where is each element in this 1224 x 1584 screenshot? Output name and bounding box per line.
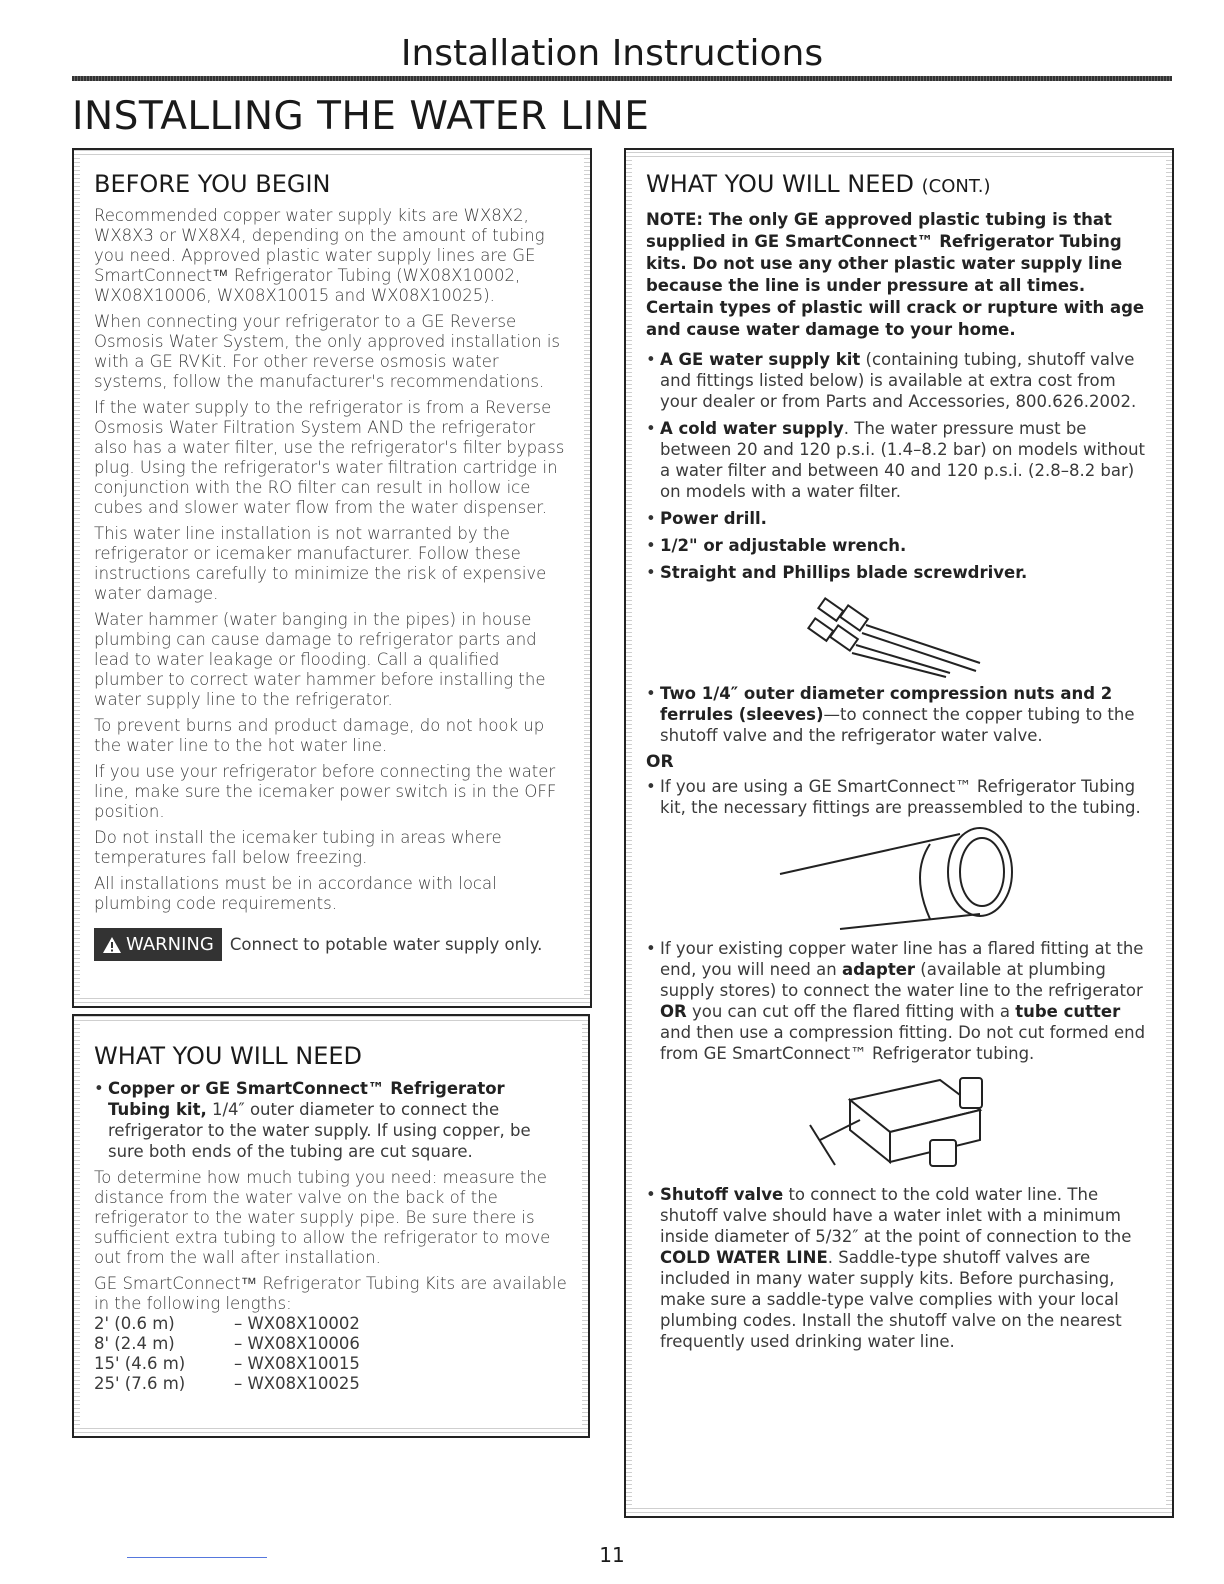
plastic-tubing-note: NOTE: The only GE approved plastic tubing is that supplied in GE SmartConnect™ Refrigerator Tubing kits. Do not use any other plastic water supply line because the line is under pressure at all times. Certain types of plastic will crack or rupture with age and cause water damage to your home. xyxy=(646,210,1145,339)
cont-title: WHAT YOU WILL NEED (CONT.) xyxy=(646,170,991,198)
flared-tube-illustration xyxy=(760,824,1040,934)
before-you-begin-title: BEFORE YOU BEGIN xyxy=(94,170,331,198)
list-item: • 1/2" or adjustable wrench. xyxy=(646,535,1154,556)
table-row: 25' (7.6 m) – WX08X10025 xyxy=(94,1374,360,1393)
what-you-need-box xyxy=(72,1014,590,1438)
warning-triangle-icon xyxy=(102,936,122,954)
header-rule xyxy=(72,76,1172,81)
warning-badge xyxy=(94,928,222,961)
compression-nut-tubing-illustration xyxy=(800,589,1000,679)
table-row: 2' (0.6 m) – WX08X10002 xyxy=(94,1314,360,1333)
paragraph: GE SmartConnect™ Refrigerator Tubing Kits are available in the following lengths: xyxy=(94,1274,567,1313)
paragraph: All installations must be in accordance with local plumbing code requirements. xyxy=(94,874,497,913)
paragraph: Do not install the icemaker tubing in areas where temperatures fall below freezing. xyxy=(94,828,502,867)
section-title: Installation Instructions xyxy=(400,33,824,74)
list-item: • Straight and Phillips blade screwdriver. xyxy=(646,562,1154,583)
warning-text: Connect to potable water supply only. xyxy=(229,935,543,954)
list-item: • Power drill. xyxy=(646,508,1154,529)
list-item: • If your existing copper water line has a flared fitting at the end, you will need an adapter (available at plumbing supply stores) to connect the water line to the refrigerator OR you can cut off the flared fitting with a tube cutter and then use a compression fitting. Do not cut formed end from GE SmartConnect™ Refrigerator tubing. xyxy=(646,938,1154,1064)
footer-rule xyxy=(127,1557,267,1558)
paragraph: If the water supply to the refrigerator is from a Reverse Osmosis Water Filtration System AND the refrigerator also has a water filter, use the refrigerator's filter bypass plug. Using the refrigerator's water filtration cartridge in conjunction with the RO filter can result in hollow ice cubes and slower water flow from the water dispenser. xyxy=(94,398,565,517)
paragraph: When connecting your refrigerator to a GE Reverse Osmosis Water System, the only approved installation is with a GE RVKit. For other reverse osmosis water systems, follow the manufacturer's recommendations. xyxy=(94,312,561,391)
list-item: • A cold water supply. The water pressure must be between 20 and 120 p.s.i. (1.4–8.2 bar) on models without a water filter and between 40 and 120 p.s.i. (2.8–8.2 bar) on models with a water filter. xyxy=(646,418,1154,502)
what-you-need-cont-box xyxy=(624,148,1174,1518)
paragraph: To prevent burns and product damage, do not hook up the water line to the hot water line. xyxy=(94,716,545,755)
table-row: 8' (2.4 m) – WX08X10006 xyxy=(94,1334,360,1353)
paragraph: Water hammer (water banging in the pipes) in house plumbing can cause damage to refrigerator parts and lead to water leakage or flooding. Call a qualified plumber to correct water hammer before installing the water supply line to the refrigerator. xyxy=(94,610,546,709)
before-you-begin-box xyxy=(72,148,592,1008)
list-item: • If you are using a GE SmartConnect™ Refrigerator Tubing kit, the necessary fittings are preassembled to the tubing. xyxy=(646,776,1154,818)
paragraph: If you use your refrigerator before connecting the water line, make sure the icemaker power switch is in the OFF position. xyxy=(94,762,557,821)
paragraph: To determine how much tubing you need: measure the distance from the water valve on the back of the refrigerator to the water supply pipe. Be sure there is sufficient extra tubing to allow the refrigerator to move out from the wall after installation. xyxy=(94,1168,551,1267)
list-item: • Two 1/4″ outer diameter compression nuts and 2 ferrules (sleeves)—to connect the copper tubing to the shutoff valve and the refrigerator water valve. xyxy=(646,683,1154,746)
page-number: 11 xyxy=(599,1543,625,1567)
warning-label: WARNING xyxy=(126,934,214,955)
list-item: • A GE water supply kit (containing tubing, shutoff valve and fittings listed below) is available at extra cost from your dealer or from Parts and Accessories, 800.626.2002. xyxy=(646,349,1154,412)
what-you-need-title: WHAT YOU WILL NEED xyxy=(94,1042,362,1070)
page-title: INSTALLING THE WATER LINE xyxy=(72,94,650,139)
tubing-lengths-table xyxy=(94,1314,360,1394)
warning-row xyxy=(94,928,572,961)
paragraph: Recommended copper water supply kits are WX8X2, WX8X3 or WX8X4, depending on the amount of tubing you need. Approved plastic water supply lines are GE SmartConnect™ Refrigerator Tubing (WX08X10002, WX08X10006, WX08X10015 and WX08X10025). xyxy=(94,206,545,305)
paragraph: This water line installation is not warranted by the refrigerator or icemaker manufacturer. Follow these instructions carefully to minimize the risk of expensive water damage. xyxy=(94,524,547,603)
shutoff-valve-illustration xyxy=(790,1070,1010,1180)
tubing-kit-text: 1/4″ outer diameter to connect the refrigerator to the water supply. If using copper, be sure both ends of the tubing are cut square. xyxy=(108,1100,531,1161)
list-item xyxy=(94,1078,570,1162)
tubing-kit-label: Copper or GE SmartConnect™ Refrigerator Tubing kit, xyxy=(108,1079,505,1119)
list-item: • Shutoff valve to connect to the cold water line. The shutoff valve should have a water inlet with a minimum inside diameter of 5/32″ at the point of connection to the COLD WATER LINE. Saddle-type shutoff valves are included in many water supply kits. Before purchasing, make sure a saddle-type valve complies with your local plumbing codes. Install the shutoff valve on the nearest frequently used drinking water line. xyxy=(646,1184,1154,1352)
or-label: OR xyxy=(646,752,674,772)
table-row: 15' (4.6 m) – WX08X10015 xyxy=(94,1354,360,1373)
